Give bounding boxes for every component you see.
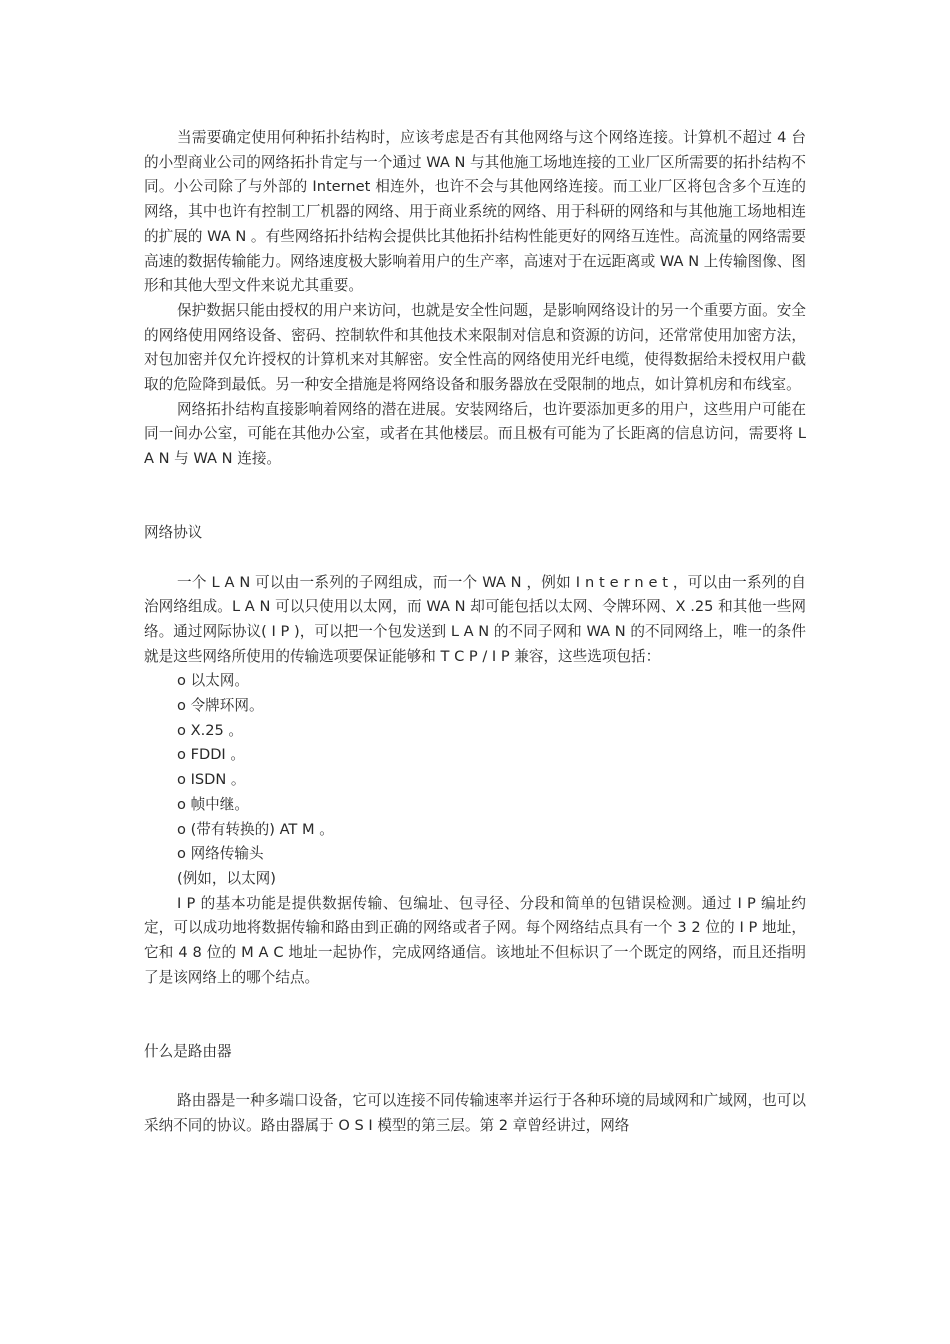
list-item: o ISDN 。 xyxy=(177,771,246,789)
body-paragraph: 一个 L A N 可以由一系列的子网组成，而一个 WA N ，例如 I n t e r n e t ，可以由一系列的自治网络组成。L A N 可以只使用以太网，而 WA N 却可能包括以太网、令牌环网、X .25 和其他一些网络。通过网际协议( I P )，可以把一个包发送到 L A N 的不同子网和 WA N 的不同网络上，唯一的条件就是这些网络所使用的传输选项要保证能够和 T C P / I P 兼容，这些选项包括： xyxy=(144,573,806,665)
section-heading-network-protocol: 网络协议 xyxy=(144,523,203,541)
spacer xyxy=(144,472,806,521)
body-paragraph: 路由器是一种多端口设备，它可以连接不同传输速率并运行于各种环境的局域网和广域网，也可以采纳不同的协议。路由器属于 O S I 模型的第三层。第 2 章曾经讲过，网络 xyxy=(144,1092,806,1134)
list-item: o 令牌环网。 xyxy=(177,697,264,715)
list-item: o X.25 。 xyxy=(177,721,244,739)
list-item: (例如，以太网) xyxy=(177,869,276,887)
list-item: o FDDI 。 xyxy=(177,746,245,764)
document-page xyxy=(144,126,806,1139)
list-item: o 网络传输头 xyxy=(177,845,264,863)
body-paragraph: 保护数据只能由授权的用户来访问，也就是安全性问题，是影响网络设计的另一个重要方面。安全的网络使用网络设备、密码、控制软件和其他技术来限制对信息和资源的访问，还常常使用加密方法，对包加密并仅允许授权的计算机来对其解密。安全性高的网络使用光纤电缆，使得数据给未授权用户截取的危险降到最低。另一种安全措施是将网络设备和服务器放在受限制的地点，如计算机房和布线室。 xyxy=(144,301,806,394)
body-paragraph: 当需要确定使用何种拓扑结构时，应该考虑是否有其他网络与这个网络连接。计算机不超过 4 台的小型商业公司的网络拓扑肯定与一个通过 WA N 与其他施工场地连接的工业厂区所需要的拓扑结构不同。小公司除了与外部的 Internet 相连外，也许不会与其他网络连接。而工业厂区将包含多个互连的网络，其中也许有控制工厂机器的网络、用于商业系统的网络、用于科研的网络和与其他施工场地相连的扩展的 WA N 。有些网络拓扑结构会提供比其他拓扑结构性能更好的网络互连性。高流量的网络需要高速的数据传输能力。网络速度极大影响着用户的生产率，高速对于在远距离或 WA N 上传输图像、图形和其他大型文件来说尤其重要。 xyxy=(144,129,806,295)
spacer xyxy=(144,991,806,1040)
body-paragraph: I P 的基本功能是提供数据传输、包编址、包寻径、分段和简单的包错误检测。通过 I P 编址约定，可以成功地将数据传输和路由到正确的网络或者子网。每个网络结点具有一个 3 2 位的 I P 地址，它和 4 8 位的 M A C 地址一起协作，完成网络通信。该地址不但标识了一个既定的网络，而且还指明了是该网络上的哪个结点。 xyxy=(144,894,806,986)
section-heading-what-is-router: 什么是路由器 xyxy=(144,1042,232,1060)
list-item: o 以太网。 xyxy=(177,672,249,690)
body-paragraph: 网络拓扑结构直接影响着网络的潜在进展。安装网络后，也许要添加更多的用户，这些用户可能在同一间办公室，可能在其他办公室，或者在其他楼层。而且极有可能为了长距离的信息访问，需要将 L A N 与 WA N 连接。 xyxy=(144,400,806,468)
spacer xyxy=(144,1064,806,1089)
list-item: o 帧中继。 xyxy=(177,795,249,813)
list-item: o (带有转换的) AT M 。 xyxy=(177,820,334,838)
spacer xyxy=(144,546,806,571)
